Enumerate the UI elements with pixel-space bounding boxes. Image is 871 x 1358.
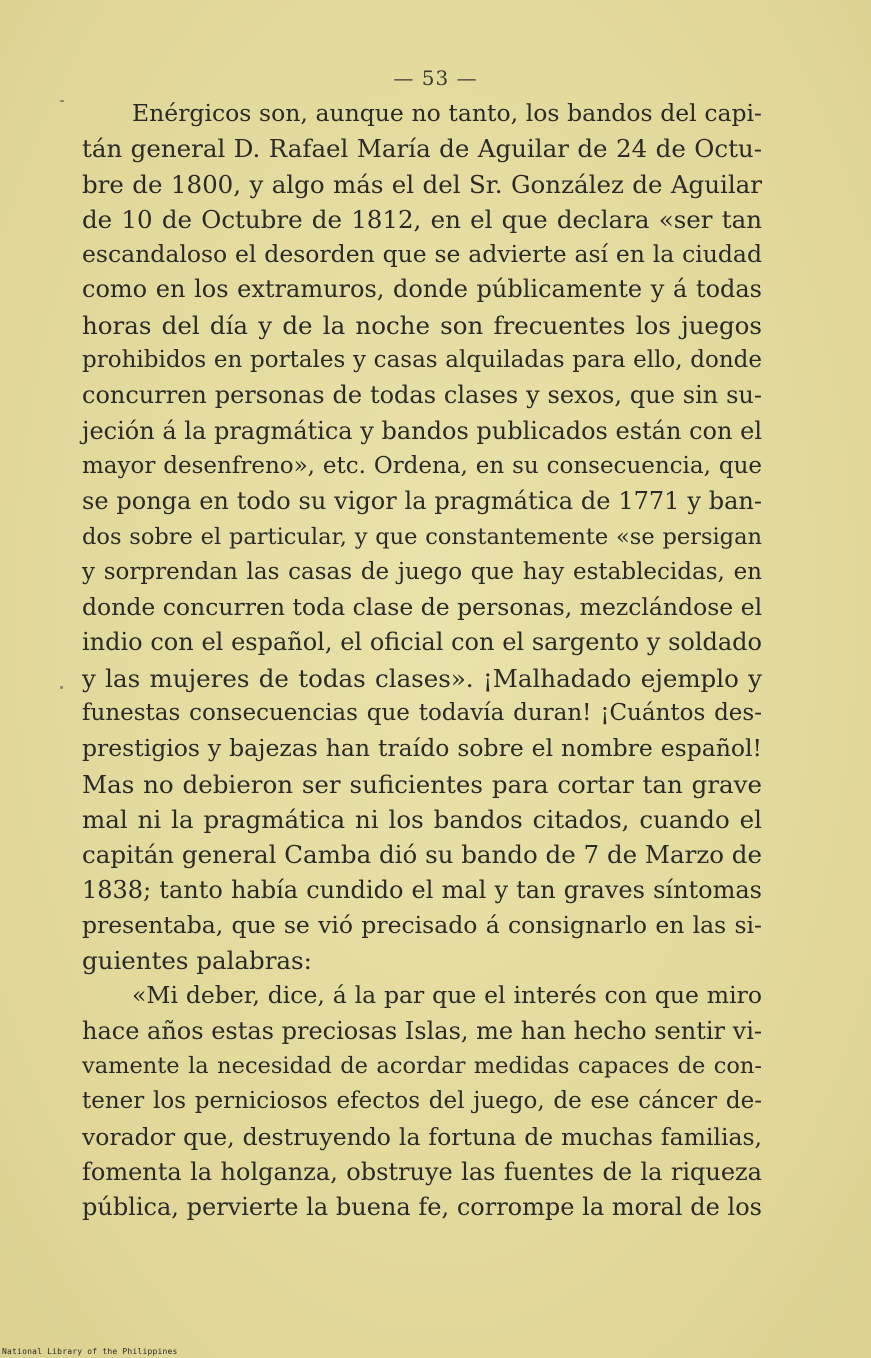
text-line: prestigios y bajezas han traído sobre el nombre español! xyxy=(82,734,762,763)
body-text xyxy=(82,96,762,1226)
text-line: vamente la necesidad de acordar medidas capaces de con- xyxy=(82,1053,762,1080)
text-line: fomenta la holganza, obstruye las fuentes de la riqueza xyxy=(82,1157,762,1186)
text-line: y las mujeres de todas clases». ¡Malhadado ejemplo y xyxy=(82,663,762,693)
ink-speck xyxy=(60,686,63,689)
text-line: dos sobre el particular, y que constantemente «se persigan xyxy=(82,523,762,550)
text-line: bre de 1800, y algo más el del Sr. González de Aguilar xyxy=(82,169,762,199)
text-line: de 10 de Octubre de 1812, en el que declara «ser tan xyxy=(82,204,762,234)
text-line: horas del día y de la noche son frecuentes los juegos xyxy=(82,310,762,340)
text-line: Mas no debieron ser suficientes para cortar tan grave xyxy=(82,769,762,799)
text-line: mayor desenfreno», etc. Ordena, en su consecuencia, que xyxy=(82,452,762,479)
page-number: — 53 — xyxy=(393,66,478,90)
text-line: capitán general Camba dió su bando de 7 de Marzo de xyxy=(82,840,762,870)
text-line: prohibidos en portales y casas alquiladas para ello, donde xyxy=(82,347,762,374)
text-line: tener los perniciosos efectos del juego, de ese cáncer de- xyxy=(82,1088,762,1115)
text-line: pública, pervierte la buena fe, corrompe la moral de los xyxy=(82,1193,762,1222)
text-line: tán general D. Rafael María de Aguilar de 24 de Octu- xyxy=(82,134,762,164)
text-line: vorador que, destruyendo la fortuna de muchas familias, xyxy=(82,1122,762,1151)
text-line: 1838; tanto había cundido el mal y tan graves síntomas xyxy=(82,875,762,904)
text-line: hace años estas preciosas Islas, me han hecho sentir vi- xyxy=(82,1016,762,1045)
text-line: Enérgicos son, aunque no tanto, los bandos del capi- xyxy=(132,99,762,127)
ink-speck xyxy=(60,100,64,102)
text-line: se ponga en todo su vigor la pragmática de 1771 y ban- xyxy=(82,487,762,516)
text-line: guientes palabras: xyxy=(82,946,312,976)
library-credit: National Library of the Philippines xyxy=(2,1347,178,1356)
text-line: jeción á la pragmática y bandos publicados están con el xyxy=(82,416,762,445)
text-line: funestas consecuencias que todavía duran! ¡Cuántos des- xyxy=(82,700,762,727)
text-line: indio con el español, el oficial con el sargento y soldado xyxy=(82,628,762,657)
text-line: mal ni la pragmática ni los bandos citados, cuando el xyxy=(82,804,762,834)
text-line: «Mi deber, dice, á la par que el interés con que miro xyxy=(132,981,762,1010)
text-line: como en los extramuros, donde públicamente y á todas xyxy=(82,275,762,304)
text-line: escandaloso el desorden que se advierte así en la ciudad xyxy=(82,240,762,269)
text-line: donde concurren toda clase de personas, mezclándose el xyxy=(82,593,763,622)
text-line: y sorprendan las casas de juego que hay establecidas, en xyxy=(82,558,762,585)
text-line: presentaba, que se vió precisado á consignarlo en las si- xyxy=(82,910,762,939)
text-line: concurren personas de todas clases y sexos, que sin su- xyxy=(82,381,762,410)
